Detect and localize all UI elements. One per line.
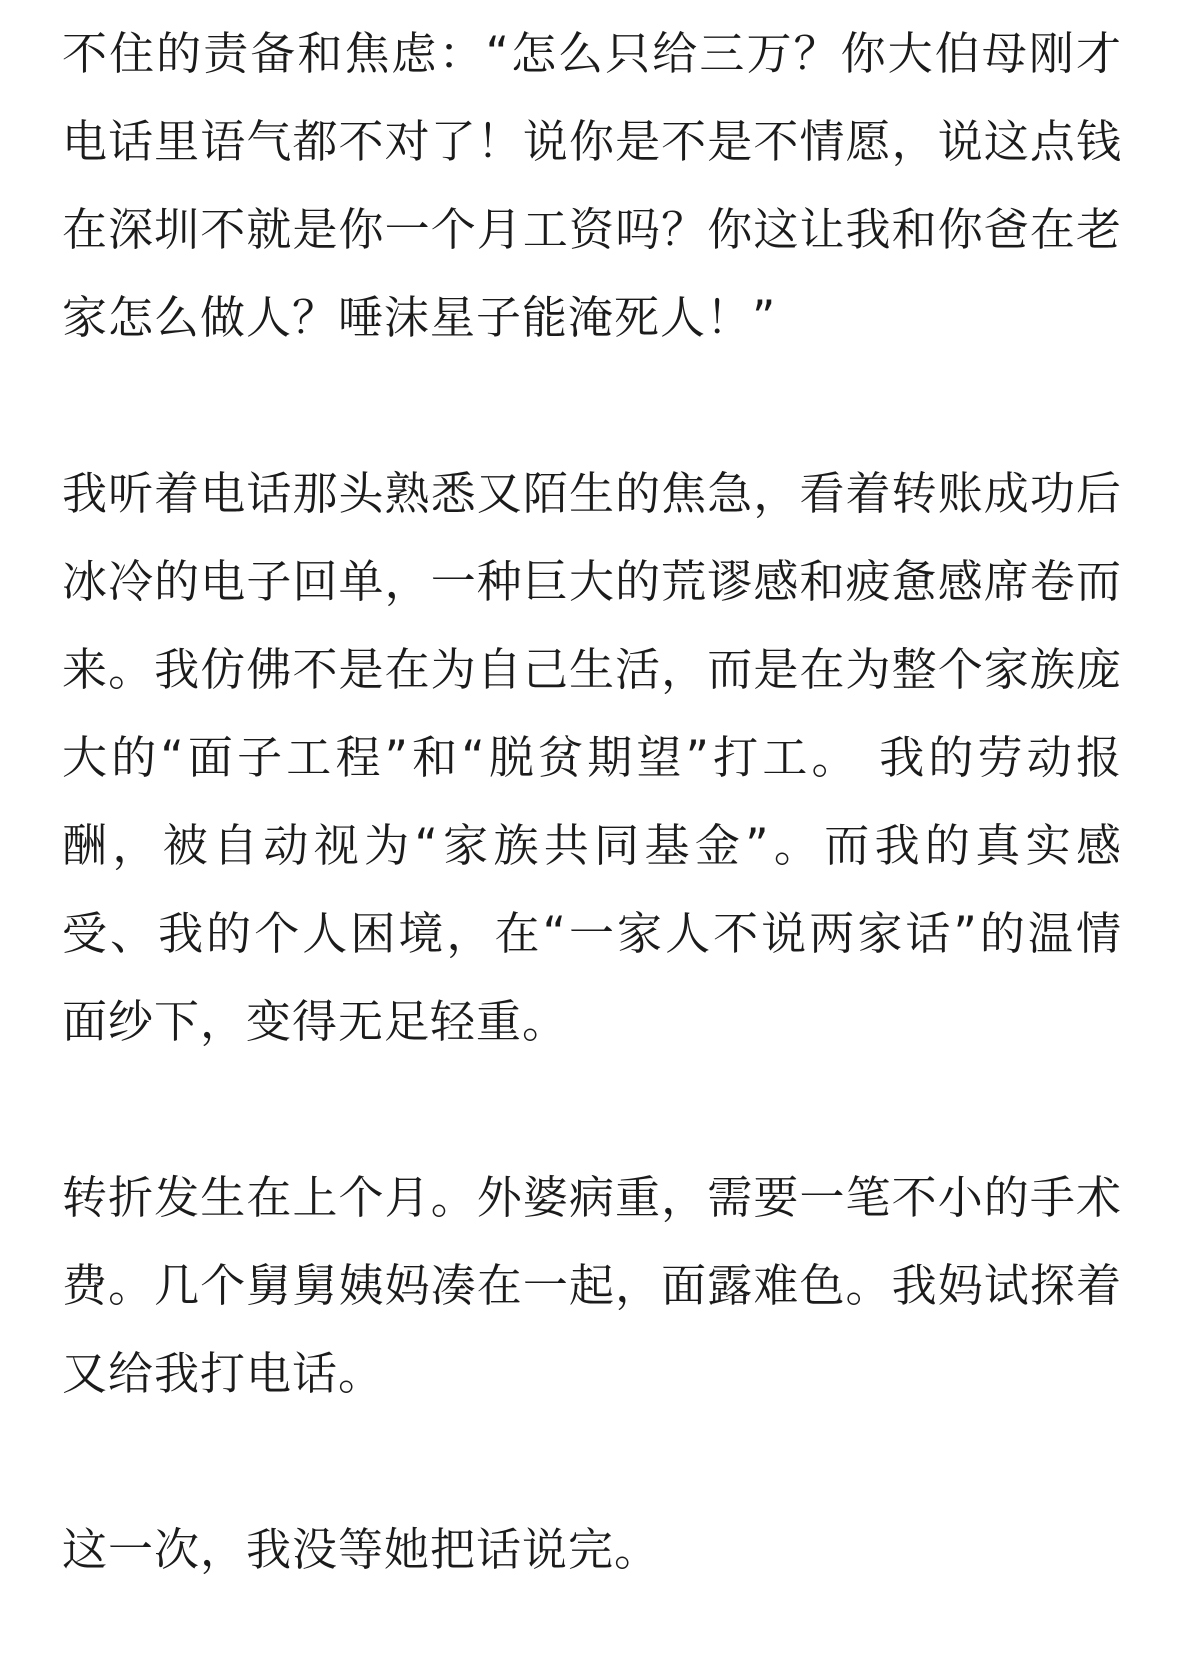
paragraph-turning-point: 转折发生在上个月。外婆病重，需要一笔不小的手术费。几个舅舅姨妈凑在一起，面露难色。我妈试探着又给我打电话。 <box>62 1171 1122 1400</box>
paragraph-mother-complaint: 不住的责备和焦虑：“怎么只给三万？你大伯母刚才电话里语气都不对了！说你是不是不情愿，说这点钱在深圳不就是你一个月工资吗？你这让我和你爸在老家怎么做人？唾沫星子能淹死人！” <box>62 27 1122 344</box>
article-body <box>62 10 1122 1594</box>
paragraph-this-time: 这一次，我没等她把话说完。 <box>62 1523 661 1576</box>
paragraph-family-pressure: 我听着电话那头熟悉又陌生的焦急，看着转账成功后冰冷的电子回单，一种巨大的荒谬感和疲惫感席卷而来。我仿佛不是在为自己生活，而是在为整个家族庞大的“面子工程”和“脱贫期望”打工。 我的劳动报酬，被自动视为“家族共同基金”。而我的真实感受、我的个人困境，在“一家人不说两家话”的温情面纱下，变得无足轻重。 <box>62 467 1122 1048</box>
